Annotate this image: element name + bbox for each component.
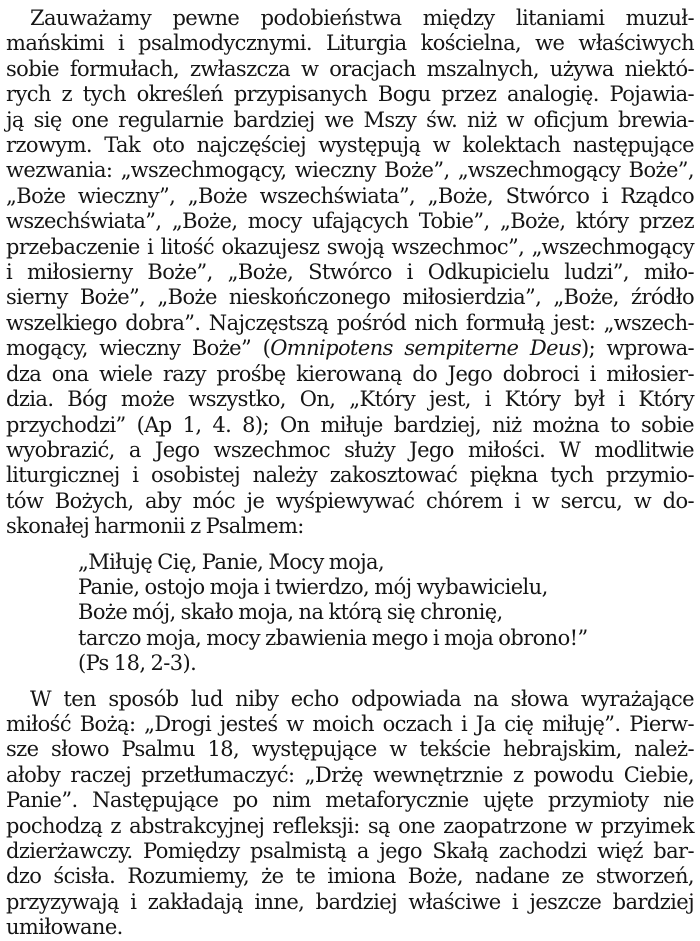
text-line: liturgicznej i osobistej należy zakosztować piękna tych przymio-	[6, 463, 694, 488]
text-line: rych z tych określeń przypisanych Bogu przez analogię. Pojawia-	[6, 82, 694, 107]
latin-phrase: Omnipotens sempiterne Deus	[270, 336, 581, 361]
text-line: wezwania: „wszechmogący, wieczny Boże”, „wszechmogący Boże”,	[6, 158, 694, 183]
text-line: wszechświata”, „Boże, mocy ufających Tobie”, „Boże, który przez	[6, 209, 694, 234]
text-line: „Boże wieczny”, „Boże wszechświata”, „Boże, Stwórco i Rządco	[6, 183, 694, 208]
text-line: skonałej harmonii z Psalmem:	[6, 514, 304, 539]
text-line: miłość Bożą: „Drogi jesteś w moich oczach i Ja cię miłuję”. Pierw-	[6, 711, 694, 736]
text-line: wszelkiego dobra”. Najczęstszą pośród nich formułą jest: „wszech-	[6, 310, 694, 335]
text-segment: mogący, wieczny Boże” (	[6, 336, 271, 361]
paragraph-response	[6, 687, 694, 941]
quote-line: „Miłuję Cię, Panie, Mocy moja,	[78, 549, 385, 574]
text-line: ją się one regularnie bardziej we Mszy św. niż w oficjum brewia-	[6, 107, 694, 132]
text-line: pochodzą z abstrakcyjnej refleksji: są one zaopatrzone w przyimek	[6, 813, 694, 838]
quote-citation: (Ps 18, 2-3).	[78, 651, 197, 676]
text-line: rzowym. Tak oto najczęściej występują w kolektach następujące	[6, 133, 694, 158]
text-line: Panie”. Następujące po nim metaforycznie ujęte przymioty nie	[6, 788, 694, 813]
text-line: sze słowo Psalmu 18, występujące w tekście hebrajskim, należ-	[6, 737, 694, 762]
text-line: umiłowane.	[6, 915, 123, 940]
text-line: W ten sposób lud niby echo odpowiada na słowa wyrażające	[30, 686, 694, 711]
psalm-quote	[78, 550, 694, 677]
paragraph-litanies	[6, 6, 694, 540]
text-line: ałoby raczej przetłumaczyć: „Drżę wewnętrznie z powodu Ciebie,	[6, 762, 694, 787]
text-line: wyobrazić, a Jego wszechmoc służy Jego miłości. W modlitwie	[6, 437, 694, 462]
text-line: tów Bożych, aby móc je wyśpiewywać chórem i w sercu, w do-	[6, 488, 694, 513]
text-line: i miłosierny Boże”, „Boże, Stwórco i Odkupicielu ludzi”, miło-	[6, 260, 694, 285]
quote-line: Panie, ostojo moja i twierdzo, mój wybawicielu,	[78, 574, 548, 599]
quote-line: tarczo moja, mocy zbawienia mego i moja obrono!”	[78, 625, 588, 650]
text-line: dzia. Bóg może wszystko, On, „Który jest, i Który był i Który	[6, 387, 694, 412]
text-line: dzierżawczy. Pomiędzy psalmistą a jego Skałą zachodzi więź bar-	[6, 839, 694, 863]
text-line: Zauważamy pewne podobieństwa między litaniami muzuł-	[30, 6, 694, 30]
text-line-with-latin	[6, 336, 694, 361]
text-line: przyzywają i zakładają inne, bardziej właściwe i jeszcze bardziej	[6, 889, 694, 914]
quote-line: Boże mój, skało moja, na którą się chronię,	[78, 600, 503, 625]
text-line: przebaczenie i litość okazujesz swoją wszechmoc”, „wszechmogący	[6, 234, 694, 259]
text-line: dza ona wiele razy prośbę kierowaną do Jego dobroci i miłosier-	[6, 361, 694, 386]
text-segment: ); wprowa-	[581, 336, 694, 361]
text-line: sobie formułach, zwłaszcza w oracjach mszalnych, używa niektó-	[6, 56, 694, 81]
text-line: dzo ścisła. Rozumiemy, że te imiona Boże, nadane ze stworzeń,	[6, 864, 694, 889]
text-line: mańskimi i psalmodycznymi. Liturgia kościelna, we właściwych	[6, 31, 694, 56]
text-line: sierny Boże”, „Boże nieskończonego miłosierdzia”, „Boże, źródło	[6, 285, 694, 310]
text-line: przychodzi” (Ap 1, 4. 8); On miłuje bardziej, niż można to sobie	[6, 412, 694, 437]
